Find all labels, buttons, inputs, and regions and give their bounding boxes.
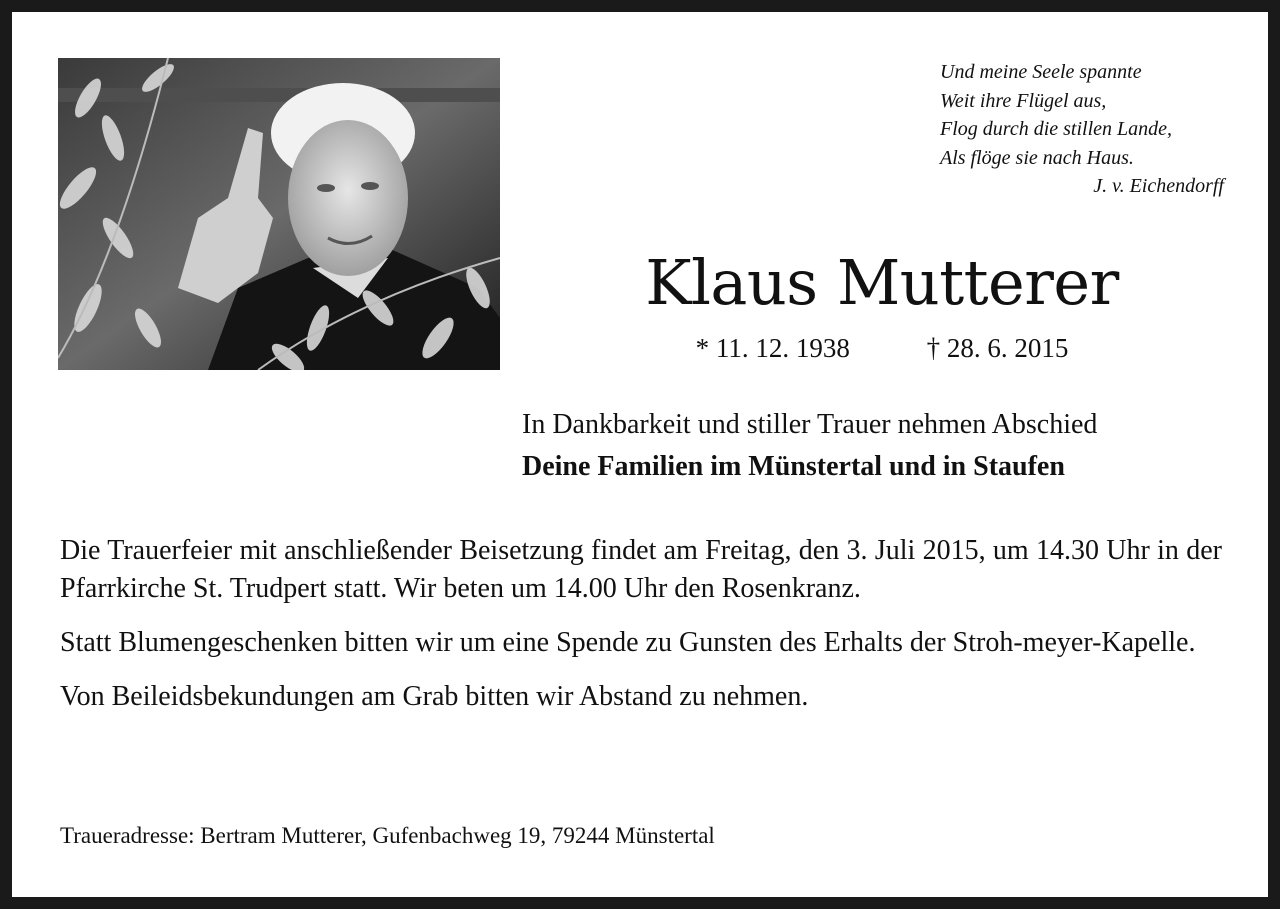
deceased-name: Klaus Mutterer — [645, 246, 1119, 319]
donation-paragraph: Statt Blumengeschenken bitten wir um eine Spende zu Gunsten des Erhalts der Stroh-meyer-Kapelle. — [60, 627, 1196, 658]
condolence-paragraph: Von Beileidsbekundungen am Grab bitten wir Abstand zu nehmen. — [60, 681, 809, 712]
poem-line: Weit ihre Flügel aus, — [940, 89, 1107, 112]
poem-line: Und meine Seele spannte — [940, 61, 1142, 83]
ceremony-paragraph: Die Trauerfeier mit anschließender Beisetzung findet am Freitag, den 3. Juli 2015, um 14.30 Uhr in der Pfarrkirche St. Trudpert statt. Wir beten um 14.00 Uhr den Rosenkranz. — [60, 535, 1222, 604]
farewell-line: In Dankbarkeit und stiller Trauer nehmen Abschied — [522, 409, 1098, 440]
life-dates — [572, 328, 1192, 368]
poem-author: J. v. Eichendorff — [1093, 175, 1224, 197]
poem-line: Flog durch die stillen Lande, — [940, 118, 1173, 140]
death-date: † 28. 6. 2015 — [926, 333, 1069, 363]
portrait-photo — [58, 58, 500, 370]
family-signature: Deine Familien im Münstertal und in Staufen — [522, 451, 1065, 482]
poem-line: Als flöge sie nach Haus. — [940, 146, 1134, 169]
birth-date: * 11. 12. 1938 — [695, 333, 850, 363]
funeral-details — [60, 532, 1222, 732]
farewell-message — [522, 404, 1242, 488]
poem-quote — [940, 58, 1230, 201]
obituary-notice — [12, 12, 1268, 897]
portrait-illustration — [58, 58, 500, 370]
mourning-address: Traueradresse: Bertram Mutterer, Gufenbachweg 19, 79244 Münstertal — [60, 823, 715, 848]
